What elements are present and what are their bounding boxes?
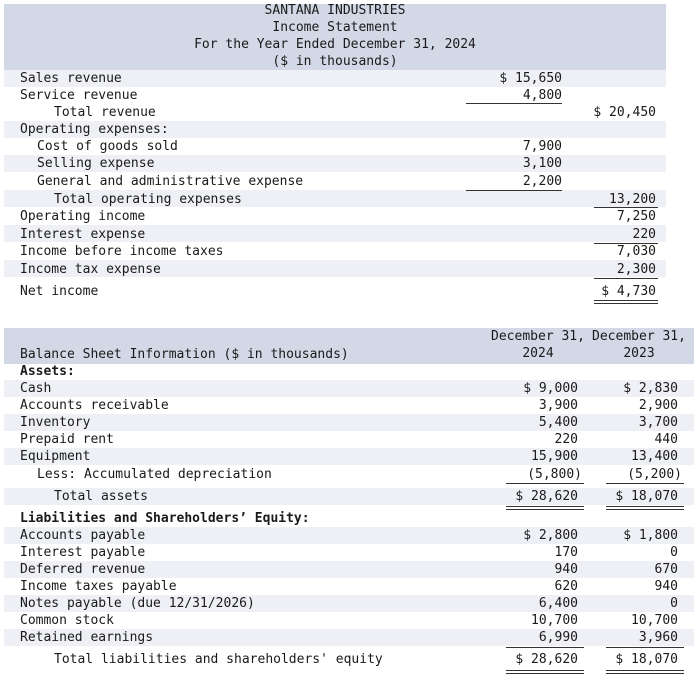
total-double-rule (594, 300, 658, 304)
statement-period: For the Year Ended December 31, 2024 (194, 37, 476, 52)
bs-value-2023: $ 1,800 (623, 528, 678, 543)
bs-value-2023: 440 (654, 432, 678, 447)
is-label: Income before income taxes (20, 244, 224, 259)
bs-value-2023: 670 (654, 562, 678, 577)
bs-value-2024: 220 (554, 432, 578, 447)
is-label: Service revenue (20, 88, 138, 103)
is-label: General and administrative expense (37, 174, 304, 189)
subtotal-rule (606, 647, 684, 648)
bs-value-2024: 170 (554, 545, 578, 560)
is-label: Sales revenue (20, 71, 122, 86)
is-label: Operating expenses: (20, 122, 169, 137)
total-double-rule (606, 670, 684, 674)
bs-label: Less: Accumulated depreciation (37, 467, 272, 482)
bs-value-2023: 13,400 (631, 449, 678, 464)
bs-label: Common stock (20, 613, 114, 628)
statement-units: ($ in thousands) (272, 54, 398, 69)
is-label: Operating income (20, 209, 146, 224)
is-value-col1: 3,100 (522, 156, 562, 171)
bs-value-2023: 0 (670, 596, 678, 611)
is-value-col2: 7,250 (616, 209, 656, 224)
bs-value-2023: $ 18,070 (615, 652, 678, 667)
subtotal-rule (506, 647, 584, 648)
bs-label: Deferred revenue (20, 562, 146, 577)
bs-label: Accounts receivable (20, 398, 169, 413)
is-value-col2: 2,300 (616, 262, 656, 277)
is-label: Total revenue (54, 105, 156, 120)
bs-value-2023: 3,960 (638, 630, 678, 645)
bs-label: Interest payable (20, 545, 146, 560)
subtotal-rule (594, 278, 658, 279)
bs-label: Prepaid rent (20, 432, 114, 447)
company-name-text: SANTANA INDUSTRIES (264, 3, 406, 18)
subtotal-rule (594, 207, 658, 208)
is-label: Income tax expense (20, 262, 161, 277)
bs-label: Notes payable (due 12/31/2026) (20, 596, 255, 611)
total-double-rule (506, 506, 584, 510)
bs-label: Total assets (54, 489, 148, 504)
is-label: Cost of goods sold (37, 139, 178, 154)
section-heading-assets: Assets: (20, 364, 75, 379)
bs-value-2023: 0 (670, 545, 678, 560)
bs-value-2024: 620 (554, 579, 578, 594)
is-value-col2: $ 4,730 (601, 284, 656, 299)
bs-label: Inventory (20, 415, 91, 430)
col-header-2023-line1: December 31, (592, 329, 686, 344)
bs-value-2024: 6,990 (538, 630, 578, 645)
bs-value-2024: (5,800) (527, 467, 582, 482)
subtotal-rule (506, 483, 584, 484)
bs-value-2023: 10,700 (631, 613, 678, 628)
bs-value-2023: (5,200) (627, 467, 682, 482)
is-value-col2: $ 20,450 (593, 105, 656, 120)
subtotal-rule (594, 243, 658, 244)
is-value-col1: 2,200 (522, 174, 562, 189)
col-header-2023-line2: 2023 (623, 346, 655, 361)
subtotal-rule (606, 483, 684, 484)
bs-label: Income taxes payable (20, 579, 177, 594)
bs-value-2023: 3,700 (638, 415, 678, 430)
statement-title: Income Statement (272, 20, 398, 35)
bs-value-2023: 2,900 (638, 398, 678, 413)
bs-label: Equipment (20, 449, 91, 464)
is-value-col1: $ 15,650 (499, 71, 562, 86)
section-heading-liabilities: Liabilities and Shareholders’ Equity: (20, 511, 310, 526)
balance-sheet-title: Balance Sheet Information ($ in thousands) (20, 347, 349, 362)
bs-value-2023: $ 18,070 (615, 489, 678, 504)
bs-value-2024: 940 (554, 562, 578, 577)
bs-value-2024: 10,700 (531, 613, 578, 628)
bs-value-2024: 3,900 (538, 398, 578, 413)
bs-label: Accounts payable (20, 528, 146, 543)
is-value-col1: 7,900 (522, 139, 562, 154)
bs-value-2024: 15,900 (531, 449, 578, 464)
is-value-col2: 220 (632, 227, 656, 242)
subtotal-rule (466, 103, 562, 104)
bs-value-2024: $ 9,000 (523, 381, 578, 396)
total-double-rule (506, 670, 584, 674)
col-header-2024-line1: December 31, (491, 329, 585, 344)
is-value-col1: 4,800 (522, 88, 562, 103)
bs-value-2024: 6,400 (538, 596, 578, 611)
bs-value-2023: $ 2,830 (623, 381, 678, 396)
bs-value-2024: 5,400 (538, 415, 578, 430)
is-label: Total operating expenses (54, 192, 242, 207)
bs-value-2024: $ 2,800 (523, 528, 578, 543)
bs-value-2023: 940 (654, 579, 678, 594)
subtotal-rule (466, 190, 562, 191)
bs-label: Total liabilities and shareholders' equity (54, 652, 383, 667)
bs-label: Retained earnings (20, 630, 154, 645)
bs-value-2024: $ 28,620 (515, 489, 578, 504)
is-label: Selling expense (37, 156, 155, 171)
is-label: Interest expense (20, 227, 146, 242)
is-label: Net income (20, 284, 99, 299)
is-value-col2: 13,200 (609, 192, 656, 207)
is-value-col2: 7,030 (616, 244, 656, 259)
bs-value-2024: $ 28,620 (515, 652, 578, 667)
total-double-rule (606, 506, 684, 510)
col-header-2024-line2: 2024 (522, 346, 554, 361)
bs-label: Cash (20, 381, 52, 396)
